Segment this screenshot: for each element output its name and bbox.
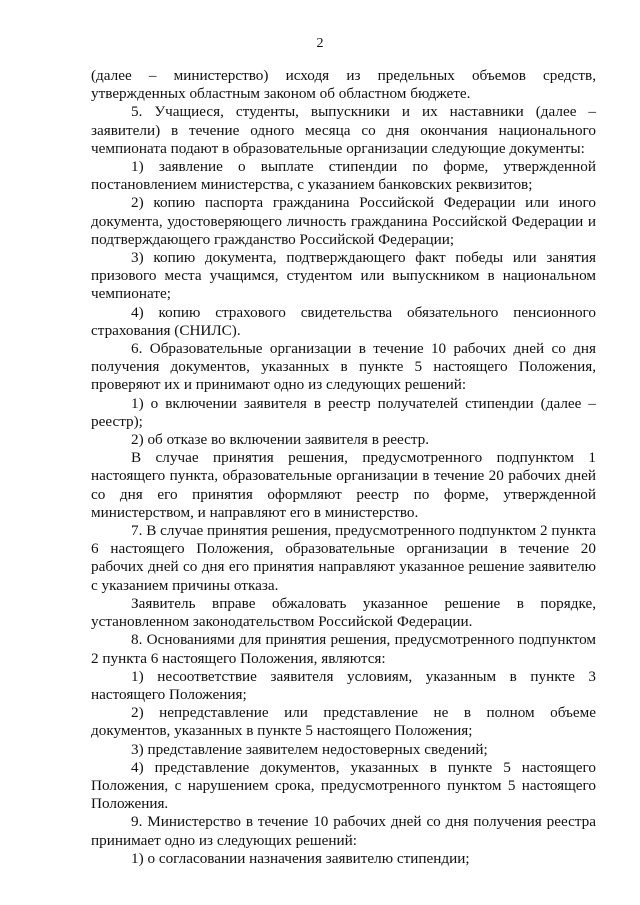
paragraph: 6. Образовательные организации в течение 10 рабочих дней со дня получения документов, указанных в пункте 5 настоящего Положения, проверяют их и принимают одно из следующих решений: [91,340,596,394]
paragraph: 4) представление документов, указанных в пункте 5 настоящего Положения, с нарушением срока, предусмотренного пунктом 5 настоящего Положения. [91,758,596,813]
paragraph: 3) представление заявителем недостоверных сведений; [131,740,488,758]
paragraph: Заявитель вправе обжаловать указанное решение в порядке, установленном законодательством Российской Федерации. [91,594,596,631]
paragraph: 9. Министерство в течение 10 рабочих дней со дня получения реестра принимает одно из следующих решений: [91,813,596,849]
paragraph: 3) копию документа, подтверждающего факт победы или занятия призового места учащимся, студентом или выпускником в национальном чемпионате; [91,249,596,303]
paragraph: 1) несоответствие заявителя условиям, указанным в пункте 3 настоящего Положения; [91,667,596,703]
paragraph: 5. Учащиеся, студенты, выпускники и их наставники (далее – заявители) в течение одного месяца со дня окончания национального чемпионата подают в образовательные организации следующие документы: [91,103,596,157]
paragraph: 8. Основаниями для принятия решения, предусмотренного подпунктом 2 пункта 6 настоящего Положения, являются: [91,631,596,667]
paragraph: 1) заявление о выплате стипендии по форме, утвержденной постановлением министерства, с указанием банковских реквизитов; [91,158,596,194]
document-body [91,67,596,868]
paragraph: 2) об отказе во включении заявителя в реестр. [131,431,430,449]
paragraph: 2) копию паспорта гражданина Российской Федерации или иного документа, удостоверяющего личность гражданина Российской Федерации и подтверждающего гражданство Российской Федерации; [91,194,596,248]
paragraph: 2) непредставление или представление не в полном объеме документов, указанных в пункте 5 настоящего Положения; [91,704,596,740]
paragraph: 1) о согласовании назначения заявителю стипендии; [131,849,470,867]
paragraph: (далее – министерство) исходя из предельных объемов средств, утвержденных областным законом об областном бюджете. [91,67,596,103]
paragraph: 7. В случае принятия решения, предусмотренного подпунктом 2 пункта 6 настоящего Положения, образовательные организации в течение 20 рабочих дней со дня его принятия направляют указанное решение заявителю с указанием причины отказа. [91,522,596,594]
paragraph: В случае принятия решения, предусмотренного подпунктом 1 настоящего пункта, образовательные организации в течение 20 рабочих дней со дня его принятия оформляют реестр по форме, утвержденной министерством, и направляют его в министерство. [91,449,596,521]
paragraph: 4) копию страхового свидетельства обязательного пенсионного страхования (СНИЛС). [91,303,596,339]
paragraph: 1) о включении заявителя в реестр получателей стипендии (далее – реестр); [91,394,596,430]
page-number: 2 [316,36,324,51]
